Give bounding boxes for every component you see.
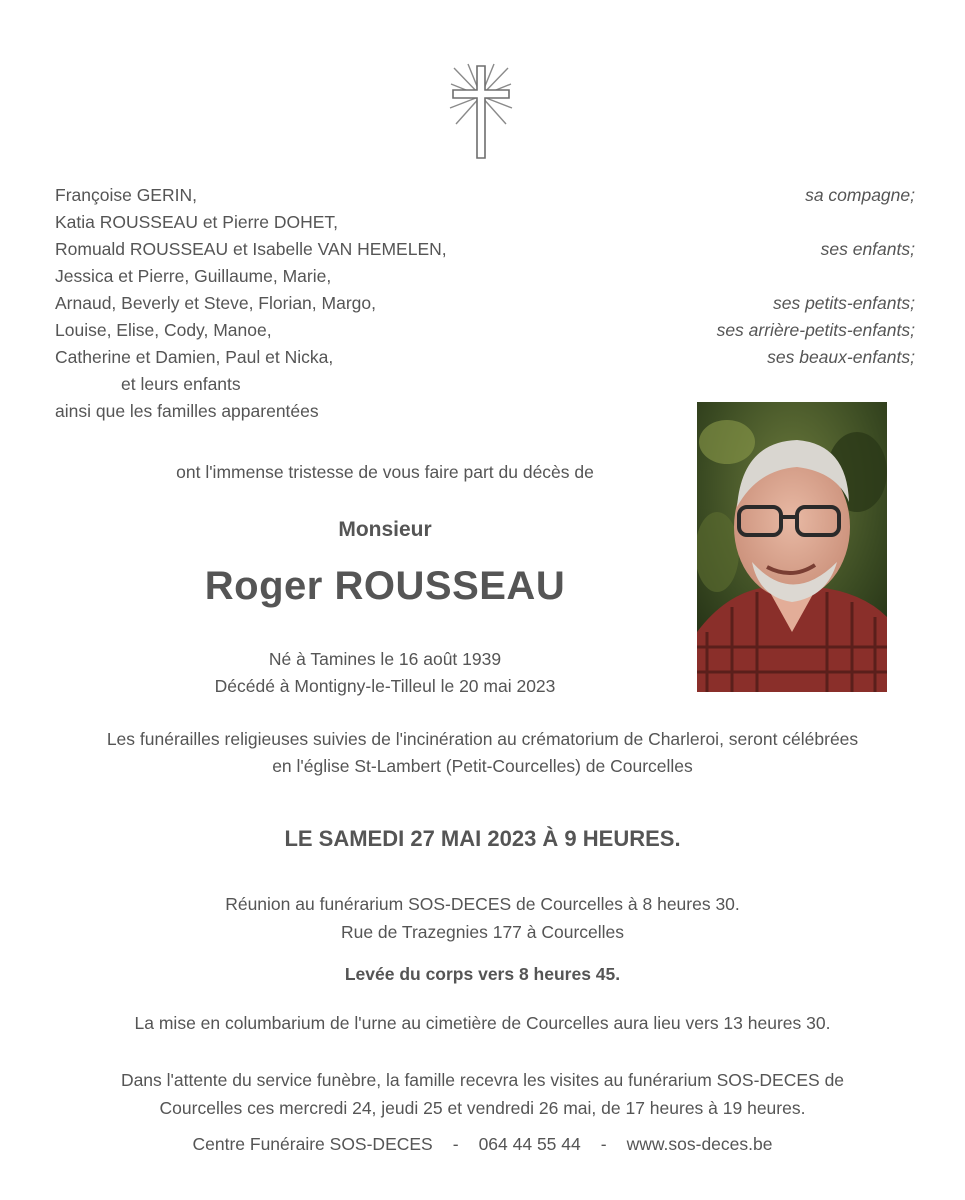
visit-line: Courcelles ces mercredi 24, jeudi 25 et vendredi 26 mai, de 17 heures à 19 heures.: [159, 1098, 806, 1118]
family-row: [55, 317, 915, 344]
family-names: Catherine et Damien, Paul et Nicka,: [55, 347, 334, 367]
visit-info: [20, 1066, 945, 1122]
first-name: Roger: [204, 564, 323, 608]
family-names: Françoise GERIN,: [55, 185, 197, 205]
family-role: sa compagne;: [805, 185, 915, 205]
phone-number: 064 44 55 44: [478, 1134, 581, 1154]
family-names: Louise, Elise, Cody, Manoe,: [55, 320, 272, 340]
family-role: ses beaux-enfants;: [767, 347, 915, 367]
family-row: [55, 290, 915, 317]
meeting-line: Réunion au funérarium SOS-DECES de Courcelles à 8 heures 30.: [225, 894, 740, 914]
announcement-intro: ont l'immense tristesse de vous faire part du décès de: [176, 462, 594, 482]
family-role: ses enfants;: [820, 239, 915, 259]
meeting-info: [20, 890, 945, 946]
footer: [20, 1134, 945, 1155]
family-row: [55, 344, 915, 371]
funeral-line: en l'église St-Lambert (Petit-Courcelles) de Courcelles: [272, 756, 693, 776]
honorific: Monsieur: [338, 518, 432, 541]
family-role: ses petits-enfants;: [772, 293, 915, 313]
life-dates: [55, 646, 715, 700]
family-names: Katia ROUSSEAU et Pierre DOHET,: [55, 212, 338, 232]
portrait-photo: [697, 402, 887, 692]
last-name: ROUSSEAU: [334, 564, 566, 608]
family-row: [55, 236, 915, 263]
family-list: [55, 182, 915, 425]
website-link[interactable]: www.sos-deces.be: [626, 1134, 773, 1154]
funeral-info: [20, 726, 945, 780]
birth-info: Né à Tamines le 16 août 1939: [268, 649, 502, 669]
family-row: [55, 209, 915, 236]
separator: -: [452, 1134, 459, 1154]
family-row: [55, 263, 915, 290]
family-row: [55, 182, 915, 209]
visit-line: Dans l'attente du service funèbre, la famille recevra les visites au funérarium SOS-DECES de: [120, 1070, 845, 1090]
meeting-address: Rue de Trazegnies 177 à Courcelles: [340, 922, 625, 942]
cross-icon: [448, 62, 514, 162]
ceremony-date: LE SAMEDI 27 MAI 2023 À 9 HEURES.: [284, 826, 681, 851]
family-names: et leurs enfants: [121, 374, 241, 394]
family-names: Romuald ROUSSEAU et Isabelle VAN HEMELEN,: [55, 239, 447, 259]
family-names: Arnaud, Beverly et Steve, Florian, Margo,: [55, 293, 376, 313]
lift-info: Levée du corps vers 8 heures 45.: [344, 964, 621, 984]
family-role: ses arrière-petits-enfants;: [716, 320, 915, 340]
separator: -: [600, 1134, 607, 1154]
family-row: [55, 371, 915, 398]
death-info: Décédé à Montigny-le-Tilleul le 20 mai 2023: [214, 676, 556, 696]
company-name: Centre Funéraire SOS-DECES: [192, 1134, 433, 1154]
deceased-name: [55, 564, 715, 609]
funeral-line: Les funérailles religieuses suivies de l'incinération au crématorium de Charleroi, seront célébrées: [106, 729, 859, 749]
family-names: Jessica et Pierre, Guillaume, Marie,: [55, 266, 332, 286]
urn-info: La mise en columbarium de l'urne au cimetière de Courcelles aura lieu vers 13 heures 30.: [134, 1013, 831, 1033]
family-names: ainsi que les familles apparentées: [55, 401, 319, 421]
